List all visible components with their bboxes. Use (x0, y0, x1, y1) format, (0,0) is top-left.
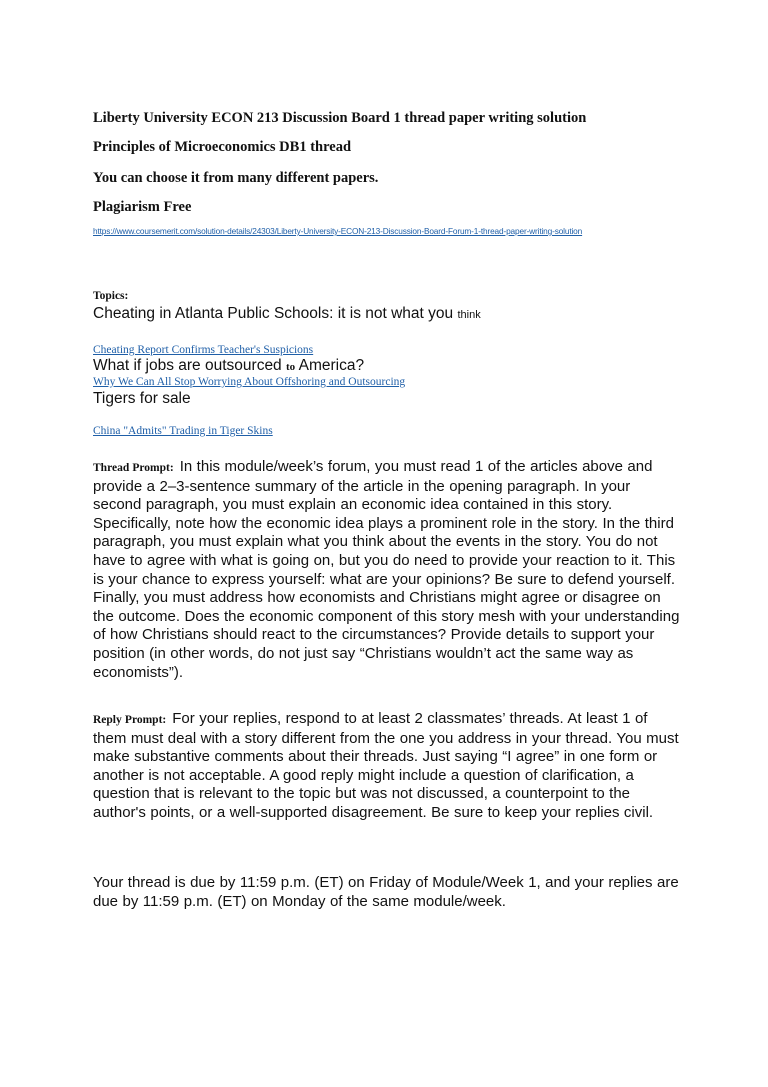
reply-prompt (93, 710, 683, 823)
topic-2-text: What if jobs are outsourced (93, 357, 282, 374)
thread-prompt-label: Thread Prompt: (93, 462, 174, 474)
topic-2 (93, 357, 364, 375)
reply-prompt-label: Reply Prompt: (93, 714, 167, 726)
topic-3: Tigers for sale (93, 390, 191, 407)
article-link-3[interactable]: China "Admits" Trading in Tiger Skins (93, 425, 273, 437)
solution-link[interactable]: https://www.coursemerit.com/solution-details/24303/Liberty-University-ECON-213-Discussion-Board-Forum-1-thread-paper-writing-solution (93, 226, 583, 236)
topic-1-text: Cheating in Atlanta Public Schools: it is not what you (93, 305, 454, 322)
article-link-1[interactable]: Cheating Report Confirms Teacher's Suspicions (93, 344, 314, 356)
title-line: Liberty University ECON 213 Discussion Board 1 thread paper writing solution (93, 110, 587, 126)
thread-prompt-text: In this module/week’s forum, you must read 1 of the articles above and provide a 2–3-sentence summary of the article in the opening paragraph. In your second paragraph, you must explain an economic idea contained in this story. Specifically, note how the economic idea plays a prominent role in the story. In the third paragraph, you must explain what you think about the events in the story. You do not have to agree with what is going on, but you do need to provide your reaction to it. This is your chance to express yourself: what are your opinions? Be sure to defend yourself. Finally, you must address how economists and Christians might agree or disagree on the outcome. Does the economic component of this story mesh with your understanding of how Christians should react to the circumstances? Provide details to support your position (in other words, do not just say “Christians wouldn’t act the same way as economists”). (93, 458, 680, 681)
plagiarism-note: Plagiarism Free (93, 199, 192, 215)
papers-note: You can choose it from many different papers. (93, 170, 379, 186)
reply-prompt-text: For your replies, respond to at least 2 classmates’ threads. At least 1 of them must deal with a story different from the one you address in your thread. You must make substantive comments about their threads. Just saying “I agree” in one form or another is not acceptable. A good reply might include a question of clarification, a question that is relevant to the topic but was not discussed, a counterpoint to the author's points, or a well-supported disagreement. Be sure to keep your replies civil. (93, 710, 679, 821)
topic-1 (93, 305, 481, 323)
topic-2-mid: to (286, 361, 296, 373)
subtitle-line: Principles of Microeconomics DB1 thread (93, 139, 352, 155)
due-date-note: Your thread is due by 11:59 p.m. (ET) on Friday of Module/Week 1, and your replies are due by 11:59 p.m. (ET) on Monday of the same module/week. (93, 874, 679, 910)
article-link-2[interactable]: Why We Can All Stop Worrying About Offshoring and Outsourcing (93, 376, 406, 388)
topics-label: Topics: (93, 290, 129, 302)
thread-prompt (93, 458, 683, 682)
topic-1-tail: think (457, 309, 481, 321)
topic-2-end: America? (298, 357, 365, 374)
